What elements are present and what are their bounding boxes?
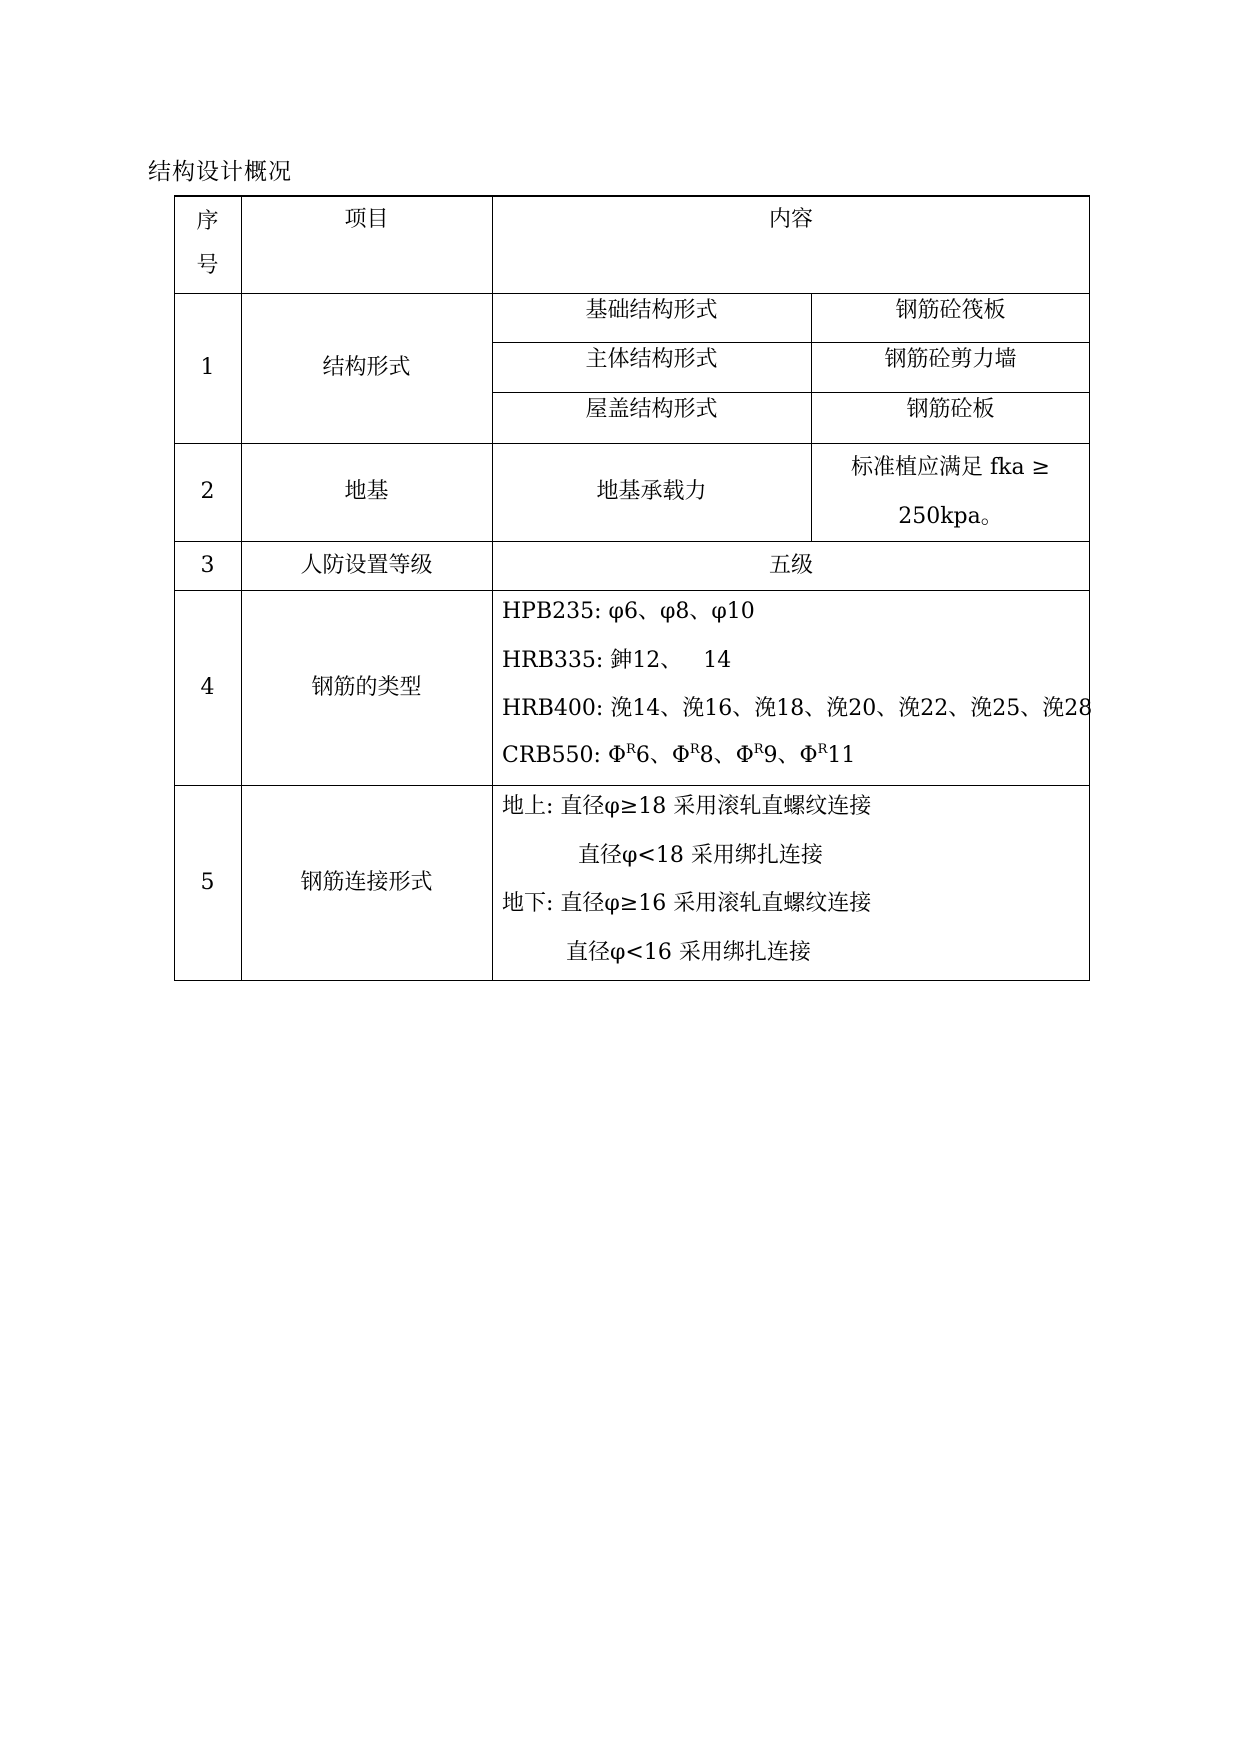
header-content: 内容 xyxy=(768,207,813,232)
row2-item: 地基 xyxy=(344,479,389,504)
row2-value xyxy=(811,443,1090,541)
row4-line-hpb: HPB235: φ6、φ8、φ10 xyxy=(502,599,755,624)
row1-sub2-value: 钢筋砼剪力墙 xyxy=(884,347,1017,372)
row4-item: 钢筋的类型 xyxy=(311,674,422,700)
row5-line-below-lt: 直径φ<16 采用绑扎连接 xyxy=(566,940,811,965)
row4-seq: 4 xyxy=(200,674,215,700)
row2-label: 地基承载力 xyxy=(596,479,707,504)
row5-seq: 5 xyxy=(200,869,215,895)
row1-sub2-label: 主体结构形式 xyxy=(585,347,718,372)
row2-seq: 2 xyxy=(200,479,215,504)
crb-prefix: CRB550: xyxy=(502,743,608,768)
row5-item: 钢筋连接形式 xyxy=(300,869,433,895)
row1-sub3-value: 钢筋砼板 xyxy=(906,397,995,422)
row2-value-line1: 标准植应满足 fka ≥ xyxy=(850,455,1050,480)
structure-design-table xyxy=(174,195,1093,981)
row1-sub1-label: 基础结构形式 xyxy=(585,298,718,323)
row2-value-line2: 250kpa。 xyxy=(898,504,1003,529)
row1-item: 结构形式 xyxy=(322,355,411,380)
row1-sub3-label: 屋盖结构形式 xyxy=(585,397,718,422)
row1-seq: 1 xyxy=(200,355,215,380)
header-seq-line2: 号 xyxy=(196,253,219,278)
row4-line-crb550: CRB550: $\Phi^R6$、$\Phi^R8$、$\Phi^R9$、$\Phi^R11$ xyxy=(502,742,856,768)
row3-value: 五级 xyxy=(768,552,813,578)
row3-seq: 3 xyxy=(200,552,215,578)
row5-line-above-ge: 地上: 直径φ≥18 采用滚轧直螺纹连接 xyxy=(502,794,872,819)
row3-item: 人防设置等级 xyxy=(300,552,433,578)
row4-content xyxy=(502,590,1093,785)
row5-line-above-lt: 直径φ<18 采用绑扎连接 xyxy=(578,843,823,868)
row4-line-hrb335: HRB335: 鉮12、 14 xyxy=(502,648,732,673)
row4-line-hrb400: HRB400: 浼14、浼16、浼18、浼20、浼22、浼25、浼28 xyxy=(502,696,1093,721)
row5-line-below-ge: 地下: 直径φ≥16 采用滚轧直螺纹连接 xyxy=(502,891,872,916)
row1-sub1-value: 钢筋砼筏板 xyxy=(895,298,1006,323)
header-seq xyxy=(174,195,241,293)
header-item: 项目 xyxy=(344,207,389,232)
header-seq-line1: 序 xyxy=(196,209,219,234)
document-title: 结构设计概况 xyxy=(148,159,292,185)
row5-content xyxy=(502,785,1087,980)
